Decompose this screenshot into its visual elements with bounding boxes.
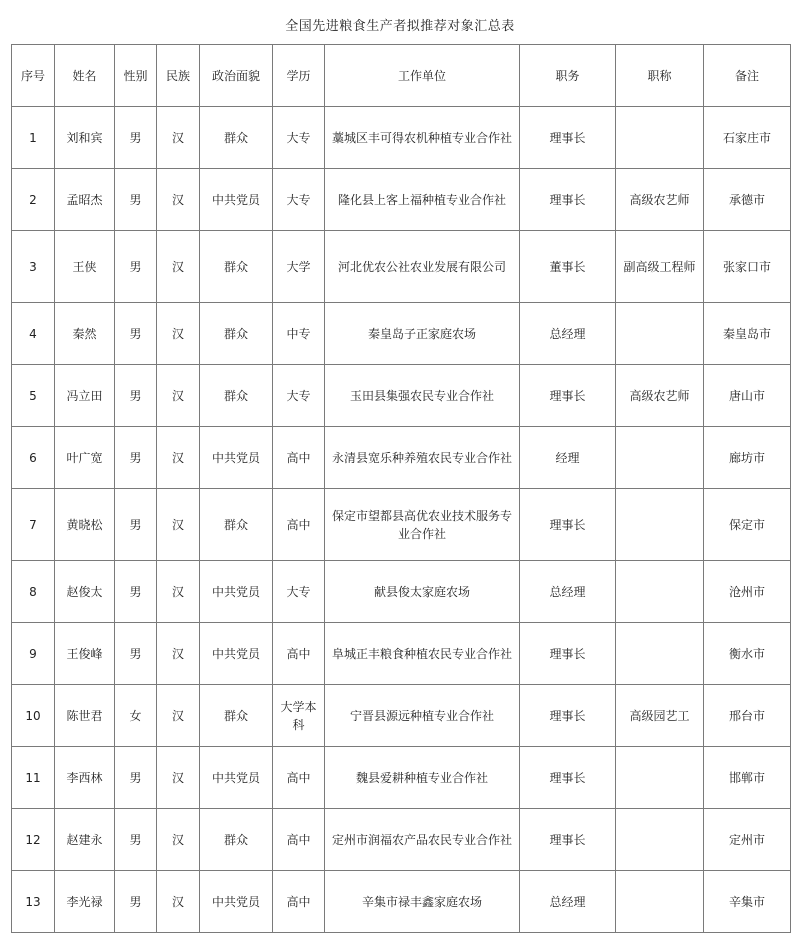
workplace-cell: 玉田县集强农民专业合作社 [325,365,520,427]
remarks-cell: 邢台市 [704,685,791,747]
name-cell: 赵建永 [55,809,115,871]
col-remarks-header: 备注 [704,45,791,107]
gender-cell: 男 [115,489,157,561]
title-cell [616,561,704,623]
name-cell: 陈世君 [55,685,115,747]
ethnicity-cell: 汉 [157,809,200,871]
gender-cell: 男 [115,231,157,303]
ethnicity-cell: 汉 [157,685,200,747]
gender-cell: 男 [115,747,157,809]
political-cell: 中共党员 [200,871,273,933]
position-cell: 总经理 [520,871,616,933]
name-cell: 王俊峰 [55,623,115,685]
table-body [12,107,791,933]
ethnicity-cell: 汉 [157,489,200,561]
workplace-cell: 宁晋县源远种植专业合作社 [325,685,520,747]
col-name-header: 姓名 [55,45,115,107]
ethnicity-cell: 汉 [157,427,200,489]
title-cell [616,489,704,561]
col-ethnicity-header: 民族 [157,45,200,107]
gender-cell: 男 [115,303,157,365]
table-row [12,107,791,169]
education-cell: 高中 [273,427,325,489]
workplace-cell: 藁城区丰可得农机种植专业合作社 [325,107,520,169]
education-cell: 大专 [273,561,325,623]
name-cell: 李西林 [55,747,115,809]
ethnicity-cell: 汉 [157,365,200,427]
title-cell [616,427,704,489]
education-cell: 高中 [273,747,325,809]
col-education-header: 学历 [273,45,325,107]
title-cell: 高级农艺师 [616,365,704,427]
ethnicity-cell: 汉 [157,747,200,809]
remarks-cell: 承德市 [704,169,791,231]
political-cell: 中共党员 [200,561,273,623]
table-row [12,169,791,231]
political-cell: 群众 [200,107,273,169]
seq-cell: 7 [12,489,55,561]
title-cell: 高级农艺师 [616,169,704,231]
workplace-cell: 阜城正丰粮食种植农民专业合作社 [325,623,520,685]
gender-cell: 男 [115,809,157,871]
remarks-cell: 石家庄市 [704,107,791,169]
seq-cell: 3 [12,231,55,303]
political-cell: 群众 [200,685,273,747]
remarks-cell: 唐山市 [704,365,791,427]
seq-cell: 2 [12,169,55,231]
remarks-cell: 衡水市 [704,623,791,685]
name-cell: 黄晓松 [55,489,115,561]
position-cell: 理事长 [520,809,616,871]
table-row [12,365,791,427]
position-cell: 总经理 [520,561,616,623]
seq-cell: 12 [12,809,55,871]
col-position-header: 职务 [520,45,616,107]
position-cell: 经理 [520,427,616,489]
workplace-cell: 河北优农公社农业发展有限公司 [325,231,520,303]
workplace-cell: 永清县宽乐种养殖农民专业合作社 [325,427,520,489]
table-row [12,871,791,933]
gender-cell: 男 [115,169,157,231]
col-workplace-header: 工作单位 [325,45,520,107]
gender-cell: 男 [115,365,157,427]
title-cell [616,303,704,365]
col-political-header: 政治面貌 [200,45,273,107]
education-cell: 大专 [273,169,325,231]
remarks-cell: 定州市 [704,809,791,871]
col-seq-header: 序号 [12,45,55,107]
seq-cell: 4 [12,303,55,365]
table-row [12,303,791,365]
remarks-cell: 沧州市 [704,561,791,623]
remarks-cell: 邯郸市 [704,747,791,809]
remarks-cell: 秦皇岛市 [704,303,791,365]
education-cell: 高中 [273,871,325,933]
political-cell: 群众 [200,231,273,303]
table-row [12,809,791,871]
name-cell: 刘和宾 [55,107,115,169]
ethnicity-cell: 汉 [157,169,200,231]
workplace-cell: 秦皇岛子正家庭农场 [325,303,520,365]
position-cell: 理事长 [520,107,616,169]
ethnicity-cell: 汉 [157,871,200,933]
position-cell: 理事长 [520,623,616,685]
gender-cell: 男 [115,427,157,489]
ethnicity-cell: 汉 [157,623,200,685]
political-cell: 群众 [200,365,273,427]
col-title-header: 职称 [616,45,704,107]
table-row [12,685,791,747]
table-row [12,623,791,685]
title-cell: 高级园艺工 [616,685,704,747]
political-cell: 中共党员 [200,623,273,685]
seq-cell: 9 [12,623,55,685]
political-cell: 中共党员 [200,427,273,489]
remarks-cell: 廊坊市 [704,427,791,489]
remarks-cell: 辛集市 [704,871,791,933]
gender-cell: 男 [115,623,157,685]
education-cell: 高中 [273,489,325,561]
workplace-cell: 辛集市禄丰鑫家庭农场 [325,871,520,933]
position-cell: 理事长 [520,747,616,809]
remarks-cell: 保定市 [704,489,791,561]
seq-cell: 8 [12,561,55,623]
seq-cell: 11 [12,747,55,809]
header-row [12,45,791,107]
education-cell: 高中 [273,623,325,685]
workplace-cell: 献县俊太家庭农场 [325,561,520,623]
position-cell: 董事长 [520,231,616,303]
ethnicity-cell: 汉 [157,107,200,169]
seq-cell: 5 [12,365,55,427]
workplace-cell: 定州市润福农产品农民专业合作社 [325,809,520,871]
seq-cell: 13 [12,871,55,933]
political-cell: 中共党员 [200,747,273,809]
education-cell: 大学本科 [273,685,325,747]
name-cell: 王侠 [55,231,115,303]
name-cell: 叶广宽 [55,427,115,489]
gender-cell: 男 [115,871,157,933]
workplace-cell: 魏县爱耕种植专业合作社 [325,747,520,809]
political-cell: 群众 [200,809,273,871]
title-cell: 副高级工程师 [616,231,704,303]
position-cell: 总经理 [520,303,616,365]
table-row [12,427,791,489]
seq-cell: 10 [12,685,55,747]
seq-cell: 1 [12,107,55,169]
name-cell: 秦然 [55,303,115,365]
summary-table [11,44,791,933]
ethnicity-cell: 汉 [157,561,200,623]
title-cell [616,107,704,169]
name-cell: 孟昭杰 [55,169,115,231]
education-cell: 大专 [273,365,325,427]
table-row [12,561,791,623]
position-cell: 理事长 [520,685,616,747]
name-cell: 赵俊太 [55,561,115,623]
workplace-cell: 隆化县上客上福种植专业合作社 [325,169,520,231]
political-cell: 群众 [200,303,273,365]
table-row [12,747,791,809]
ethnicity-cell: 汉 [157,303,200,365]
position-cell: 理事长 [520,489,616,561]
ethnicity-cell: 汉 [157,231,200,303]
table-row [12,231,791,303]
education-cell: 中专 [273,303,325,365]
seq-cell: 6 [12,427,55,489]
position-cell: 理事长 [520,169,616,231]
gender-cell: 女 [115,685,157,747]
title-cell [616,871,704,933]
political-cell: 群众 [200,489,273,561]
name-cell: 冯立田 [55,365,115,427]
table-row [12,489,791,561]
political-cell: 中共党员 [200,169,273,231]
table-title: 全国先进粮食生产者拟推荐对象汇总表 [285,19,515,34]
gender-cell: 男 [115,561,157,623]
education-cell: 高中 [273,809,325,871]
col-gender-header: 性别 [115,45,157,107]
title-cell [616,747,704,809]
title-cell [616,623,704,685]
workplace-cell: 保定市望都县高优农业技术服务专业合作社 [325,489,520,561]
education-cell: 大学 [273,231,325,303]
gender-cell: 男 [115,107,157,169]
position-cell: 理事长 [520,365,616,427]
title-cell [616,809,704,871]
education-cell: 大专 [273,107,325,169]
remarks-cell: 张家口市 [704,231,791,303]
name-cell: 李光禄 [55,871,115,933]
